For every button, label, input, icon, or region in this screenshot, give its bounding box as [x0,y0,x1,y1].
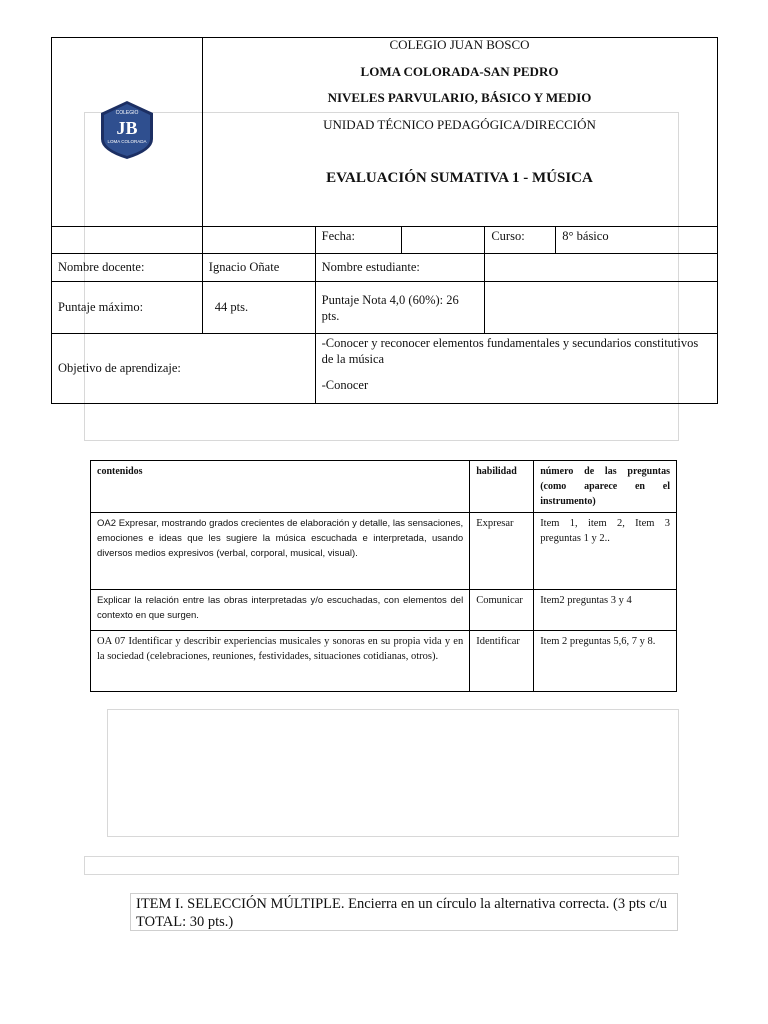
school-name: COLEGIO JUAN BOSCO [389,37,530,52]
evaluation-title: EVALUACIÓN SUMATIVA 1 - MÚSICA [326,170,593,186]
fecha-label: Fecha: [315,227,401,254]
logo-cell [52,38,203,227]
puntaje-max-value: 44 pts. [202,282,315,334]
row-1-contenido: OA2 Expresar, mostrando grados crecientes de elaboración y detalle, las sensaciones, emociones e ideas que les sugiere la música escuchada e interpretada, usando diversos medios expresivos (verbal, corporal, musical, visual). [91,513,470,590]
contents-table [90,460,677,692]
row-2-preguntas: Item2 preguntas 3 y 4 [534,590,677,631]
header-habilidad: habilidad [470,461,534,513]
row-3-habilidad: Identificar [470,631,534,692]
objetivo-line-1: -Conocer y reconocer elementos fundamentales y secundarios constitutivos de la música [321,336,699,366]
school-location: LOMA COLORADA-SAN PEDRO [360,64,559,79]
docente-label: Nombre docente: [52,254,203,282]
estudiante-label: Nombre estudiante: [315,254,485,282]
row-1-preguntas: Item 1, item 2, Item 3 preguntas 1 y 2.. [534,513,677,590]
docente-value: Ignacio Oñate [202,254,315,282]
logo-top-text: COLEGIO [115,110,139,116]
estudiante-value [485,254,718,282]
table-row [91,590,677,631]
school-logo [97,99,157,161]
table-row [91,513,677,590]
objetivo-cell [315,334,717,404]
header-contenidos: contenidos [91,461,470,513]
puntaje-max-label: Puntaje máximo: [52,282,203,334]
empty-frame-3 [84,856,679,875]
row-2-contenido: Explicar la relación entre las obras interpretadas y/o escuchadas, con elementos del contexto en que surgen. [91,590,470,631]
header-preguntas: número de las preguntas (como aparece en el instrumento) [534,461,677,513]
school-unit: UNIDAD TÉCNICO PEDAGÓGICA/DIRECCIÓN [323,117,596,132]
item-1-instructions: ITEM I. SELECCIÓN MÚLTIPLE. Encierra en un círculo la alternativa correcta. (3 pts c/u TOTAL: 30 pts.) [130,893,678,931]
curso-value: 8° básico [556,227,718,254]
logo-bottom-text: LOMA COLORADA [107,139,147,144]
objetivo-line-2: -Conocer [321,378,369,392]
logo-monogram: JB [116,118,138,138]
objetivo-label: Objetivo de aprendizaje: [52,334,316,404]
row-3-contenido: OA 07 Identificar y describir experiencias musicales y sonoras en su propia vida y en la sociedad (celebraciones, reuniones, festividades, situaciones cotidianas, otros). [91,631,470,692]
curso-label: Curso: [485,227,556,254]
row-1-habilidad: Expresar [470,513,534,590]
row-3-preguntas: Item 2 preguntas 5,6, 7 y 8. [534,631,677,692]
school-levels: NIVELES PARVULARIO, BÁSICO Y MEDIO [327,90,592,105]
fecha-value [401,227,485,254]
table-row [91,631,677,692]
empty-frame-2 [107,709,679,837]
row-2-habilidad: Comunicar [470,590,534,631]
puntaje-nota-label: Puntaje Nota 4,0 (60%): 26 pts. [315,282,485,334]
